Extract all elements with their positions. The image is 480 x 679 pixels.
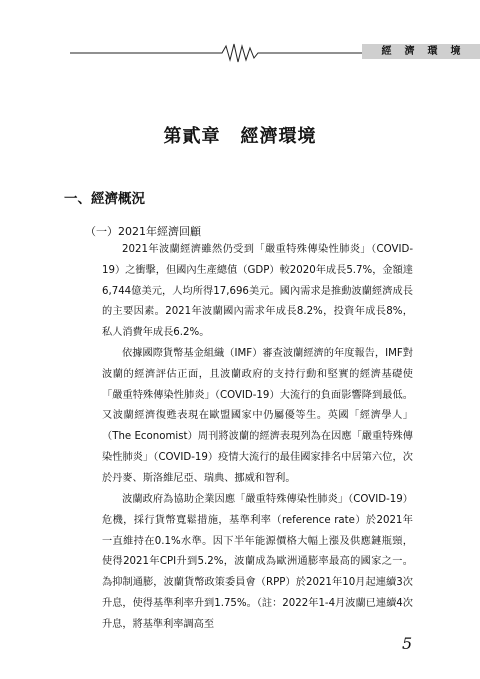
section-title: 一、經濟概況 — [64, 191, 145, 207]
page-number: 5 — [402, 634, 413, 653]
paragraph-1 — [102, 240, 413, 344]
paragraph-2 — [102, 344, 413, 490]
running-header — [70, 42, 474, 64]
chapter-name: 經濟環境 — [240, 126, 317, 147]
pulse-line-decoration — [70, 42, 370, 64]
header-label: 經濟環境 — [362, 44, 480, 59]
paragraph-3 — [102, 490, 413, 636]
paragraph-3-text: 波蘭政府為協助企業因應「嚴重特殊傳染性肺炎」（COVID-19）危機，採行貨幣寬鬆措施，基準利率（reference rate）於2021年一直維持在0.1%水準。因下半年能源價格大幅上漲及供應鏈瓶頸，使得2021年CPI升到5.2%，波蘭成為歐洲通膨率最高的國家之一。為抑制通膨，波蘭貨幣政策委員會（RPP）於2021年10月起連續3次升息，使得基準利率升到1.75%。（註：2022年1-4月波蘭已連續4次升息，將基準利率調高至 — [102, 494, 413, 630]
chapter-title — [0, 122, 480, 148]
chapter-number: 第貳章 — [163, 126, 221, 147]
paragraph-2-text: 依據國際貨幣基金組織（IMF）審查波蘭經濟的年度報告，IMF對波蘭的經濟評估正面，且波蘭政府的支持行動和堅實的經濟基礎使「嚴重特殊傳染性肺炎」（COVID-19）大流行的負面影響降到最低。又波蘭經濟復甦表現在歐盟國家中仍屬優等生。英國「經濟學人」（The Economist）周刊將波蘭的經濟表現列為在因應「嚴重特殊傳染性肺炎」（COVID-19）疫情大流行的最佳國家排名中居第六位，次於丹麥、斯洛維尼亞、瑞典、挪威和智利。 — [102, 348, 413, 484]
paragraph-1-text: 2021年波蘭經濟雖然仍受到「嚴重特殊傳染性肺炎」（COVID-19）之衝擊，但國內生產總值（GDP）較2020年成長5.7%，金額達6,744億美元，人均所得17,696美元。國內需求是推動波蘭經濟成長的主要因素。2021年波蘭國內需求年成長8.2%，投資年成長8%，私人消費年成長6.2%。 — [102, 244, 413, 339]
subsection-title: （一）2021年經濟回顧 — [85, 225, 201, 238]
